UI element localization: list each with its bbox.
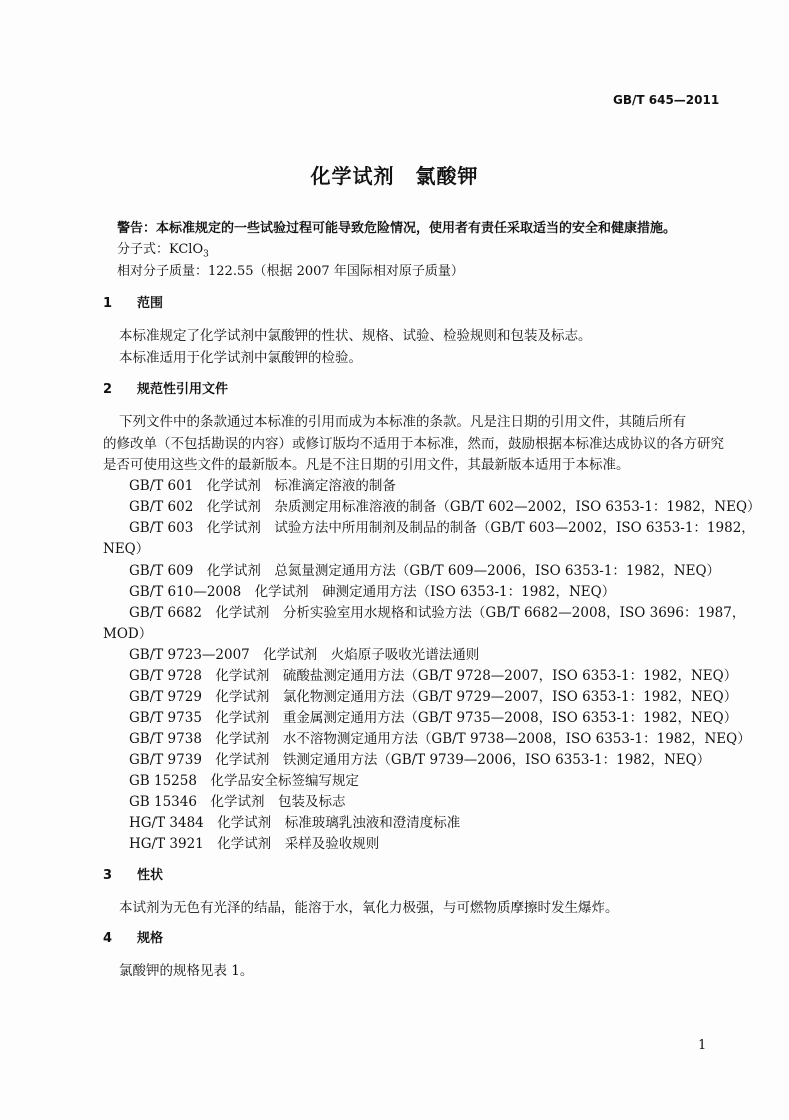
normative-intro-line-3: 是否可使用这些文件的最新版本。凡是不注日期的引用文件，其最新版本适用于本标准。 <box>103 457 630 473</box>
warning-text: 警告：本标准规定的一些试验过程可能导致危险情况，使用者有责任采取适当的安全和健康措施。 <box>117 221 677 236</box>
page-number: 1 <box>698 1038 707 1053</box>
reference-continuation: MOD） <box>103 626 153 642</box>
formula-label: 分子式：KClO <box>117 242 204 257</box>
molar-mass: 相对分子质量：122.55（根据 2007 年国际相对原子质量） <box>117 264 464 279</box>
reference-item: GB/T 6682 化学试剂 分析实验室用水规格和试验方法（GB/T 6682—2008，ISO 3696：1987， <box>129 605 746 621</box>
spec-text: 氯酸钾的规格见表 1。 <box>119 963 254 979</box>
reference-item: GB 15258 化学品安全标签编写规定 <box>129 773 359 789</box>
normative-intro-line-1: 下列文件中的条款通过本标准的引用而成为本标准的条款。凡是注日期的引用文件，其随后所有 <box>119 414 686 430</box>
reference-item: GB/T 9739 化学试剂 铁测定通用方法（GB/T 9739—2006，ISO 6353-1：1982，NEQ） <box>129 752 711 768</box>
reference-item: GB/T 601 化学试剂 标准滴定溶液的制备 <box>129 478 396 494</box>
reference-item: GB/T 9729 化学试剂 氯化物测定通用方法（GB/T 9729—2007，ISO 6353-1：1982，NEQ） <box>129 689 738 705</box>
reference-item: GB/T 9728 化学试剂 硫酸盐测定通用方法（GB/T 9728—2007，ISO 6353-1：1982，NEQ） <box>129 668 738 684</box>
reference-continuation: NEQ） <box>103 541 150 557</box>
section-heading-3 <box>103 864 163 883</box>
reference-item: GB/T 609 化学试剂 总氮量测定通用方法（GB/T 609—2006，ISO 6353-1：1982，NEQ） <box>129 563 721 579</box>
page-title: 化学试剂 氯酸钾 <box>310 164 479 188</box>
standard-code: GB/T 645—2011 <box>613 93 720 107</box>
section-number: 2 <box>103 382 113 397</box>
reference-item: GB/T 9735 化学试剂 重金属测定通用方法（GB/T 9735—2008，ISO 6353-1：1982，NEQ） <box>129 710 738 726</box>
properties-text: 本试剂为无色有光泽的结晶，能溶于水，氧化力极强，与可燃物质摩擦时发生爆炸。 <box>119 900 619 916</box>
section-title: 性状 <box>137 868 164 883</box>
reference-item: GB/T 9723—2007 化学试剂 火焰原子吸收光谱法通则 <box>129 647 480 663</box>
section-heading-2 <box>103 378 228 397</box>
section-number: 1 <box>103 296 113 311</box>
molecular-formula <box>117 238 209 260</box>
reference-item: GB 15346 化学试剂 包装及标志 <box>129 794 346 810</box>
section-number: 4 <box>103 931 113 946</box>
reference-item: GB/T 610—2008 化学试剂 砷测定通用方法（ISO 6353-1：1982，NEQ） <box>129 584 616 600</box>
section-title: 规范性引用文件 <box>137 382 229 397</box>
section-number: 3 <box>103 868 113 883</box>
section-title: 范围 <box>137 296 164 311</box>
section-heading-4 <box>103 927 163 946</box>
reference-item: HG/T 3484 化学试剂 标准玻璃乳浊液和澄清度标准 <box>129 815 461 831</box>
scope-line-1: 本标准规定了化学试剂中氯酸钾的性状、规格、试验、检验规则和包装及标志。 <box>119 328 592 344</box>
reference-item: GB/T 603 化学试剂 试验方法中所用制剂及制品的制备（GB/T 603—2002，ISO 6353-1：1982， <box>129 520 755 536</box>
formula-subscript: 3 <box>203 249 209 260</box>
section-heading-1 <box>103 292 163 311</box>
normative-intro-line-2: 的修改单（不包括勘误的内容）或修订版均不适用于本标准，然而，鼓励根据本标准达成协议的各方研究 <box>103 436 724 452</box>
section-title: 规格 <box>137 931 164 946</box>
scope-line-2: 本标准适用于化学试剂中氯酸钾的检验。 <box>119 350 362 366</box>
reference-item: GB/T 602 化学试剂 杂质测定用标准溶液的制备（GB/T 602—2002，ISO 6353-1：1982，NEQ） <box>129 499 761 515</box>
reference-item: HG/T 3921 化学试剂 采样及验收规则 <box>129 836 380 852</box>
reference-item: GB/T 9738 化学试剂 水不溶物测定通用方法（GB/T 9738—2008，ISO 6353-1：1982，NEQ） <box>129 731 751 747</box>
